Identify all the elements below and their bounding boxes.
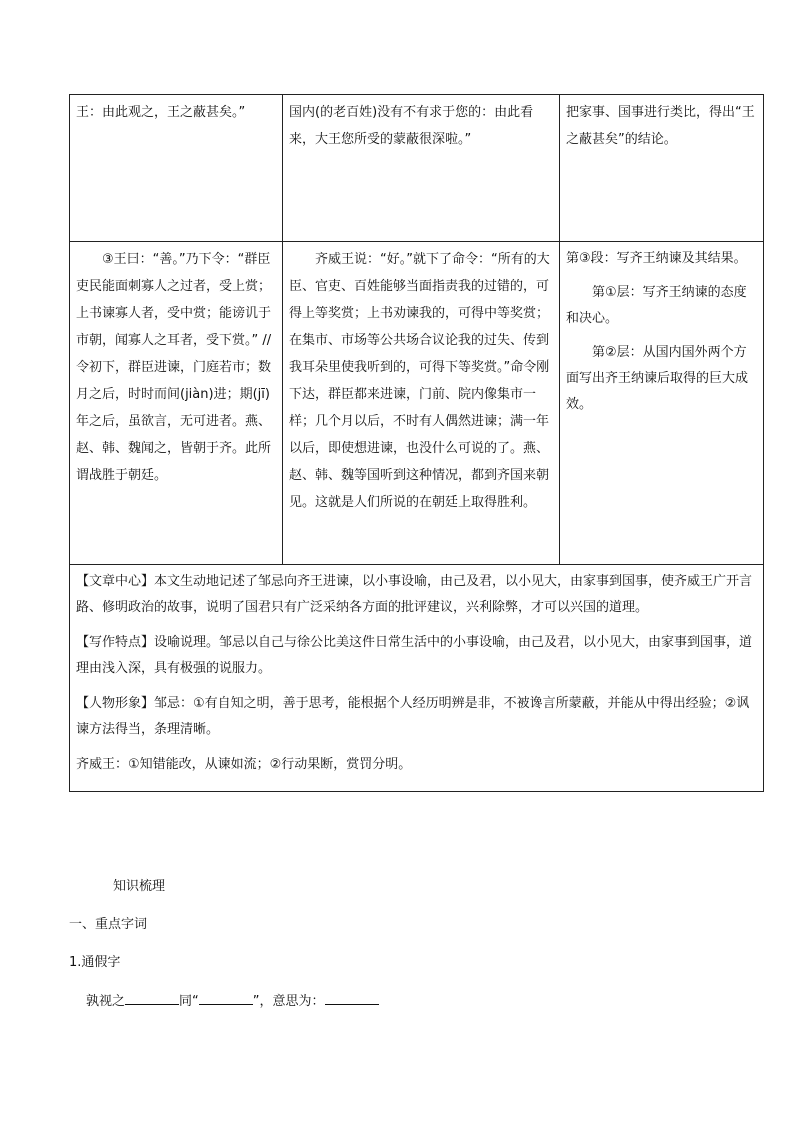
writing-features: 【写作特点】设喻说理。邹忌以自己与徐公比美这件日常生活中的小事设喻，由己及君，以小见大，由家事到国事，道理由浅入深，具有极强的说服力。: [76, 635, 753, 676]
fill-in-question: [86, 990, 379, 1009]
question-text-part3: ”，意思为：: [252, 994, 325, 1009]
character-image: 【人物形象】邹忌：①有自知之明，善于思考，能根据个人经历明辨是非，不被谗言所蒙蔽，并能从中得出经验；②讽谏方法得当，条理清晰。: [76, 696, 750, 737]
answer-blank-2[interactable]: [199, 990, 253, 1005]
section-title: 一、重点字词: [69, 917, 148, 932]
analysis-cell: [560, 242, 764, 565]
original-text: ③王曰：“善。”乃下令：“群臣吏民能面刺寡人之过者，受上赏；上书谏寡人者，受中赏；能谤讥于市朝，闻寡人之耳者，受下赏。” // 令初下，群臣进谏，门庭若市；数月之后，时时而间(jiàn)进；期(jī)年之后，虽欲言，无可进者。燕、赵、韩、魏闻之，皆朝于齐。此所谓战胜于朝廷。: [76, 252, 272, 483]
translation-cell: [283, 95, 560, 242]
table-row: [70, 95, 764, 242]
translation-table: [69, 94, 764, 792]
king-character: 齐威王：①知错能改，从谏如流；②行动果断，赏罚分明。: [76, 757, 412, 772]
answer-blank-1[interactable]: [125, 990, 179, 1005]
analysis-cell: [560, 95, 764, 242]
question-text-part2: 同“: [179, 994, 199, 1009]
question-text-part1: 孰视之: [86, 994, 126, 1009]
original-text-cell: [70, 95, 283, 242]
original-text-cell: [70, 242, 283, 565]
section-heading: 知识梳理: [113, 879, 166, 894]
translation-cell: [283, 242, 560, 565]
answer-blank-3[interactable]: [325, 990, 379, 1005]
analysis-paragraph-main: 第③段：写齐王纳谏及其结果。: [566, 251, 747, 266]
table-row: [70, 242, 764, 565]
translation-text: 国内(的老百姓)没有不有求于您的：由此看来，大王您所受的蒙蔽很深啦。”: [289, 105, 534, 147]
analysis-text: 把家事、国事进行类比，得出“王之蔽甚矣”的结论。: [566, 105, 755, 147]
analysis-paragraph-layer2: 第②层：从国内国外两个方面写出齐王纳谏后取得的巨大成效。: [566, 345, 749, 412]
summary-cell: [70, 565, 764, 792]
subsection-title: 1.通假字: [69, 955, 121, 970]
summary-row: [70, 565, 764, 792]
analysis-paragraph-layer1: 第①层：写齐王纳谏的态度和决心。: [566, 285, 747, 326]
translation-text: 齐威王说：“好。”就下了命令：“所有的大臣、官吏、百姓能够当面指责我的过错的，可得上等奖赏；上书劝谏我的，可得中等奖赏；在集市、市场等公共场合议论我的过失、传到我耳朵里使我听到的，可得下等奖赏。”命令刚下达，群臣都来进谏，门前、院内像集市一样；几个月以后，不时有人偶然进谏；满一年以后，即使想进谏，也没什么可说的了。燕、赵、韩、魏等国听到这种情况，都到齐国来朝见。这就是人们所说的在朝廷上取得胜利。: [289, 252, 550, 510]
article-center: 【文章中心】本文生动地记述了邹忌向齐王进谏，以小事设喻，由己及君，以小见大，由家事到国事，使齐威王广开言路、修明政治的故事，说明了国君只有广泛采纳各方面的批评建议，兴利除弊，才可以兴国的道理。: [76, 574, 753, 615]
original-text: 王：由此观之，王之蔽甚矣。”: [76, 105, 246, 120]
